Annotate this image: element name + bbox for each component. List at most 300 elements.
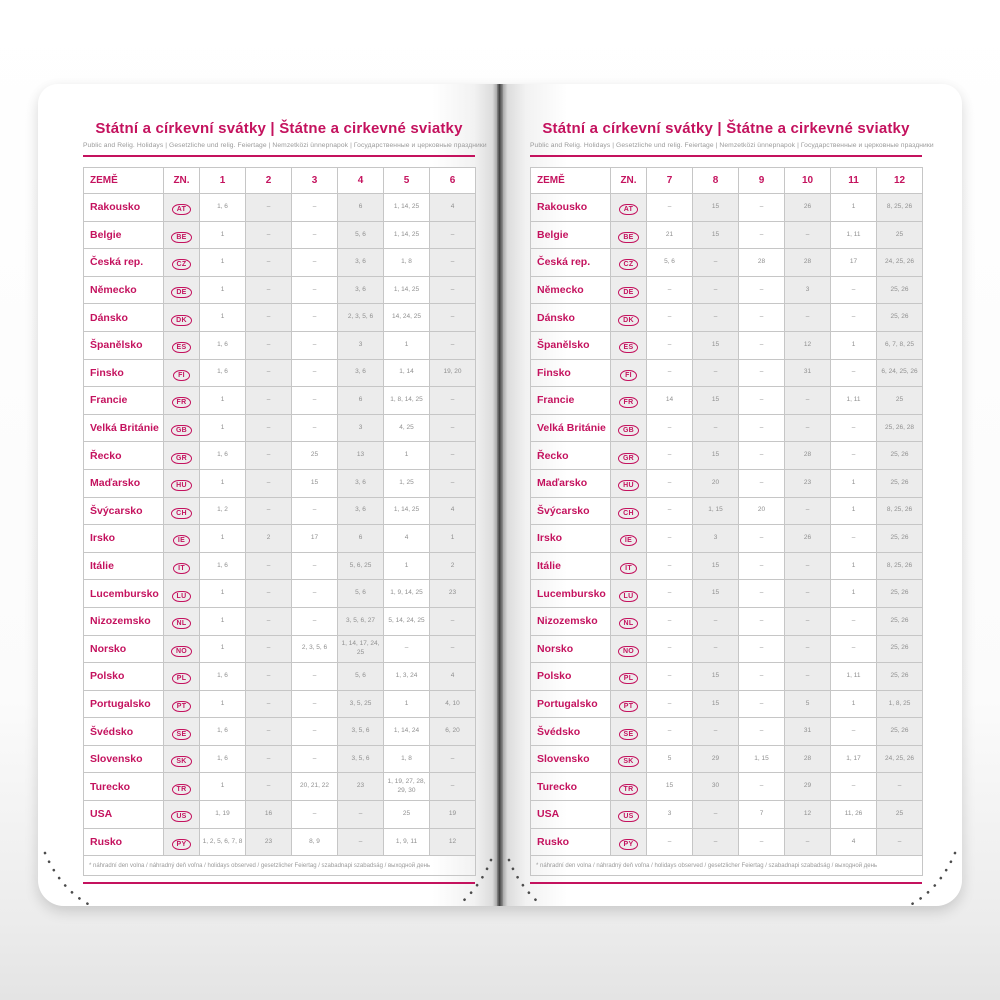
holiday-dates-cell: 1, 6 [200,359,246,387]
holiday-dates-cell: 4 [831,828,877,856]
country-code-badge: IE [173,535,190,546]
country-name: Rakousko [84,194,164,222]
holiday-dates-cell: – [831,773,877,801]
holiday-dates-cell: – [430,331,476,359]
table-row [531,828,923,856]
table-row [531,387,923,415]
country-code-cell [611,828,647,856]
country-name: Lucembursko [531,580,611,608]
table-row [84,663,476,691]
country-name: Řecko [84,442,164,470]
holiday-dates-cell: – [785,635,831,663]
holiday-dates-cell: – [693,828,739,856]
holiday-dates-cell: – [831,635,877,663]
country-code-cell [164,773,200,801]
table-row [84,304,476,332]
holiday-dates-cell: – [430,249,476,277]
col-header-country: ZEMĚ [84,168,164,194]
table-row [84,387,476,415]
country-code-badge: PY [172,839,192,850]
holiday-dates-cell: 5 [785,690,831,718]
holiday-dates-cell: 17 [831,249,877,277]
table-row [84,801,476,829]
holiday-dates-cell: 30 [693,773,739,801]
holiday-dates-cell: – [647,359,693,387]
page-subtitle: Public and Relig. Holidays | Gesetzliche und relig. Feiertage | Nemzetközi ünnepnapok | Государственные и церковные праздники [83,142,487,149]
holiday-dates-cell: 28 [785,745,831,773]
holiday-dates-cell: – [693,607,739,635]
page-subtitle: Public and Relig. Holidays | Gesetzliche und relig. Feiertage | Nemzetközi ünnepnapok | Государственные и церковные праздники [530,142,934,149]
country-code-cell [164,745,200,773]
holiday-dates-cell: 1 [384,690,430,718]
holiday-dates-cell: 25, 26 [877,469,923,497]
holiday-dates-cell: – [785,304,831,332]
holiday-dates-cell: – [647,635,693,663]
holiday-dates-cell: 1 [200,469,246,497]
country-code-cell [611,552,647,580]
holiday-dates-cell: 31 [785,718,831,746]
holiday-dates-cell: – [246,194,292,222]
holiday-dates-cell: 1, 14, 25 [384,497,430,525]
holiday-dates-cell: 31 [785,359,831,387]
holiday-dates-cell: – [877,773,923,801]
country-code-cell [164,442,200,470]
country-code-badge: US [171,811,191,822]
country-name: Norsko [531,635,611,663]
country-code-cell [611,525,647,553]
holiday-dates-cell: 1 [831,552,877,580]
country-code-badge: GR [618,453,639,464]
table-row [84,359,476,387]
country-name: Finsko [531,359,611,387]
table-row [84,828,476,856]
holiday-dates-cell: 26 [785,194,831,222]
holiday-dates-cell: 1 [200,221,246,249]
holiday-dates-cell: – [246,276,292,304]
holiday-dates-cell: 3 [338,331,384,359]
country-code-badge: PT [172,701,192,712]
holiday-dates-cell: 3, 6 [338,249,384,277]
country-name: Portugalsko [84,690,164,718]
country-code-cell [611,387,647,415]
book-spread [38,84,962,906]
holiday-dates-cell: – [647,442,693,470]
country-code-cell [164,469,200,497]
holiday-dates-cell: 1 [200,607,246,635]
holiday-dates-cell: – [739,194,785,222]
holiday-dates-cell: 19, 20 [430,359,476,387]
country-name: Španělsko [84,331,164,359]
holiday-dates-cell: 5, 14, 24, 25 [384,607,430,635]
holiday-dates-cell: 2, 3, 5, 6 [338,304,384,332]
holiday-dates-cell: – [739,690,785,718]
country-name: Španělsko [531,331,611,359]
holidays-table-months-7-12 [530,167,923,876]
country-code-badge: FI [173,370,190,381]
holiday-dates-cell: 1, 25 [384,469,430,497]
holiday-dates-cell: 1, 14 [384,359,430,387]
holiday-dates-cell: 8, 25, 26 [877,552,923,580]
col-header-month: 2 [246,168,292,194]
country-code-badge: IT [620,563,637,574]
holiday-dates-cell: 1 [200,304,246,332]
holiday-dates-cell: – [739,276,785,304]
holiday-dates-cell: – [430,276,476,304]
country-name: Česká rep. [531,249,611,277]
country-code-cell [164,828,200,856]
holiday-dates-cell: 23 [246,828,292,856]
table-row [531,580,923,608]
holiday-dates-cell: 25, 26 [877,276,923,304]
holiday-dates-cell: – [292,194,338,222]
holiday-dates-cell: – [246,663,292,691]
holiday-dates-cell: – [647,718,693,746]
col-header-month: 11 [831,168,877,194]
holiday-dates-cell: – [785,552,831,580]
holiday-dates-cell: 6, 7, 8, 25 [877,331,923,359]
holiday-dates-cell: 15 [693,580,739,608]
holiday-dates-cell: – [785,221,831,249]
country-code-badge: DE [171,287,191,298]
holiday-dates-cell: – [292,249,338,277]
holiday-dates-cell: – [246,552,292,580]
country-name: Lucembursko [84,580,164,608]
country-code-cell [164,359,200,387]
country-name: Dánsko [84,304,164,332]
country-code-cell [611,745,647,773]
table-row [531,690,923,718]
country-code-cell [164,663,200,691]
holiday-dates-cell: 1, 14, 17, 24, 25 [338,635,384,663]
country-code-badge: AT [172,204,191,215]
holiday-dates-cell: 1, 6 [200,718,246,746]
country-name: Turecko [531,773,611,801]
holiday-dates-cell: 24, 25, 26 [877,249,923,277]
country-code-badge: SE [619,729,639,740]
top-rule [530,155,922,157]
holiday-dates-cell: 16 [246,801,292,829]
col-header-month: 7 [647,168,693,194]
holiday-dates-cell: 12 [430,828,476,856]
table-row [531,304,923,332]
country-name: Řecko [531,442,611,470]
holiday-dates-cell: 4 [430,663,476,691]
holiday-dates-cell: 3, 5, 25 [338,690,384,718]
col-header-month: 9 [739,168,785,194]
holiday-dates-cell: 1 [200,414,246,442]
holiday-dates-cell: 25, 26 [877,635,923,663]
holiday-dates-cell: 25, 26, 28 [877,414,923,442]
holiday-dates-cell: – [246,635,292,663]
holiday-dates-cell: 1, 8 [384,249,430,277]
holiday-dates-cell: 1, 6 [200,331,246,359]
holiday-dates-cell: 1, 9, 14, 25 [384,580,430,608]
country-code-cell [164,497,200,525]
holiday-dates-cell: – [430,469,476,497]
holiday-dates-cell: – [739,525,785,553]
holiday-dates-cell: 1 [384,442,430,470]
holiday-dates-cell: 25, 26 [877,607,923,635]
holiday-dates-cell: 25, 26 [877,718,923,746]
page-title: Státní a církevní svátky | Štátne a cirkevné sviatky [95,120,463,137]
holiday-dates-cell: 1 [831,690,877,718]
country-code-badge: SK [618,756,638,767]
country-name: Švýcarsko [531,497,611,525]
holiday-dates-cell: – [246,359,292,387]
holiday-dates-cell: 1, 17 [831,745,877,773]
bottom-rule [530,882,922,884]
table-row [84,580,476,608]
holiday-dates-cell: – [831,525,877,553]
holiday-dates-cell: 12 [785,331,831,359]
holiday-dates-cell: 3, 5, 6 [338,718,384,746]
table-row [531,331,923,359]
country-code-badge: GR [171,453,192,464]
footnote-text: * náhradní den volna / náhradný deň voľna / holidays observed / gesetzlicher Feiertag / szabadnapi szabadság / выходной день [84,856,476,876]
holiday-dates-cell: – [246,497,292,525]
footnote-row [84,856,476,876]
table-row [531,773,923,801]
table-row [84,194,476,222]
country-code-badge: NO [618,646,639,657]
holiday-dates-cell: 2 [246,525,292,553]
country-code-badge: CZ [172,259,192,270]
country-code-cell [164,690,200,718]
holiday-dates-cell: 7 [739,801,785,829]
holiday-dates-cell: 1, 19 [200,801,246,829]
country-code-cell [164,580,200,608]
holiday-dates-cell: 15 [647,773,693,801]
country-name: Maďarsko [531,469,611,497]
holiday-dates-cell: – [693,718,739,746]
holiday-dates-cell: 5, 6 [647,249,693,277]
country-code-cell [164,635,200,663]
holiday-dates-cell: 4 [430,194,476,222]
holiday-dates-cell: – [785,580,831,608]
holiday-dates-cell: 1 [384,331,430,359]
holiday-dates-cell: 1 [200,690,246,718]
holiday-dates-cell: 14, 24, 25 [384,304,430,332]
country-code-badge: PL [619,673,639,684]
holiday-dates-cell: 6, 20 [430,718,476,746]
holiday-dates-cell: – [739,663,785,691]
holiday-dates-cell: 5 [647,745,693,773]
holiday-dates-cell: – [739,773,785,801]
col-header-month: 3 [292,168,338,194]
holiday-dates-cell: 3, 6 [338,276,384,304]
holiday-dates-cell: 28 [785,442,831,470]
country-code-cell [611,718,647,746]
table-row [531,249,923,277]
holiday-dates-cell: 3 [338,414,384,442]
country-name: Švédsko [531,718,611,746]
country-name: Velká Británie [84,414,164,442]
holiday-dates-cell: – [246,249,292,277]
country-code-badge: PL [172,673,192,684]
holiday-dates-cell: 1, 15 [739,745,785,773]
country-name: USA [531,801,611,829]
table-row [531,414,923,442]
country-name: Francie [531,387,611,415]
holiday-dates-cell: 28 [739,249,785,277]
country-code-cell [164,414,200,442]
holiday-dates-cell: 15 [693,387,739,415]
holiday-dates-cell: 3 [693,525,739,553]
holiday-dates-cell: 29 [693,745,739,773]
holiday-dates-cell: 1 [200,525,246,553]
holiday-dates-cell: – [831,718,877,746]
country-code-cell [611,331,647,359]
holiday-dates-cell: 1 [831,194,877,222]
holiday-dates-cell: 1, 3, 24 [384,663,430,691]
holiday-dates-cell: 1 [200,387,246,415]
holiday-dates-cell: 1, 8, 25 [877,690,923,718]
country-code-badge: ES [172,342,192,353]
holiday-dates-cell: – [292,663,338,691]
table-row [84,607,476,635]
holiday-dates-cell: 25 [292,442,338,470]
country-code-cell [611,497,647,525]
holiday-dates-cell: – [693,359,739,387]
holiday-dates-cell: 8, 9 [292,828,338,856]
country-code-cell [164,331,200,359]
holiday-dates-cell: – [430,607,476,635]
country-code-badge: HU [171,480,192,491]
country-code-badge: SE [172,729,192,740]
holiday-dates-cell: – [647,469,693,497]
country-code-cell [164,607,200,635]
holiday-dates-cell: 1 [384,552,430,580]
country-code-cell [164,801,200,829]
holidays-table-months-1-6 [83,167,476,876]
holiday-dates-cell: 8, 25, 26 [877,194,923,222]
holiday-dates-cell: – [246,745,292,773]
holiday-dates-cell: 15 [693,331,739,359]
holiday-dates-cell: – [292,718,338,746]
holiday-dates-cell: – [739,221,785,249]
holiday-dates-cell: – [246,580,292,608]
holiday-dates-cell: – [246,773,292,801]
country-name: Portugalsko [531,690,611,718]
holiday-dates-cell: 4, 25 [384,414,430,442]
table-row [84,552,476,580]
country-code-cell [611,194,647,222]
country-name: Belgie [531,221,611,249]
holiday-dates-cell: – [292,607,338,635]
country-code-badge: BE [618,232,638,243]
holiday-dates-cell: – [739,442,785,470]
holiday-dates-cell: – [831,359,877,387]
holiday-dates-cell: – [292,221,338,249]
holiday-dates-cell: 20 [693,469,739,497]
country-code-badge: NL [619,618,639,629]
holiday-dates-cell: – [693,249,739,277]
col-header-month: 6 [430,168,476,194]
holiday-dates-cell: – [739,828,785,856]
holiday-dates-cell: – [430,745,476,773]
table-row [531,663,923,691]
country-name: Nizozemsko [84,607,164,635]
col-header-month: 1 [200,168,246,194]
holiday-dates-cell: – [338,828,384,856]
holiday-dates-cell: – [647,690,693,718]
table-row [84,635,476,663]
holiday-dates-cell: – [831,276,877,304]
country-code-cell [611,221,647,249]
country-code-cell [164,249,200,277]
country-code-cell [164,276,200,304]
country-code-badge: GB [171,425,192,436]
holiday-dates-cell: 19 [430,801,476,829]
country-code-cell [611,359,647,387]
table-row [84,442,476,470]
page-title: Státní a církevní svátky | Štátne a cirkevné sviatky [542,120,910,137]
country-name: Rusko [84,828,164,856]
holiday-dates-cell: 25, 26 [877,525,923,553]
country-code-cell [611,801,647,829]
holiday-dates-cell: – [246,221,292,249]
holiday-dates-cell: 6 [338,525,384,553]
holiday-dates-cell: 26 [785,525,831,553]
holiday-dates-cell: 25, 26 [877,580,923,608]
holiday-dates-cell: 11, 26 [831,801,877,829]
holiday-dates-cell: 23 [785,469,831,497]
country-code-badge: CZ [619,259,639,270]
holiday-dates-cell: – [246,304,292,332]
holiday-dates-cell: 1, 11 [831,663,877,691]
holiday-dates-cell: 15 [693,690,739,718]
holiday-dates-cell: – [739,580,785,608]
holiday-dates-cell: 25 [384,801,430,829]
country-name: Česká rep. [84,249,164,277]
holiday-dates-cell: 20, 21, 22 [292,773,338,801]
holiday-dates-cell: – [292,801,338,829]
country-code-badge: CH [171,508,192,519]
holiday-dates-cell: 1, 6 [200,663,246,691]
table-row [84,497,476,525]
table-row [84,221,476,249]
page-left [38,84,497,906]
holiday-dates-cell: – [292,331,338,359]
holiday-dates-cell: 15 [292,469,338,497]
holiday-dates-cell: – [246,690,292,718]
country-name: Irsko [84,525,164,553]
holiday-dates-cell: 1 [831,469,877,497]
country-code-cell [611,663,647,691]
holiday-dates-cell: 1 [831,580,877,608]
country-code-badge: FI [620,370,637,381]
holiday-dates-cell: – [430,635,476,663]
holiday-dates-cell: – [877,828,923,856]
country-code-cell [611,304,647,332]
holiday-dates-cell: – [693,276,739,304]
holiday-dates-cell: 1 [200,580,246,608]
table-row [531,359,923,387]
holiday-dates-cell: – [292,276,338,304]
table-row [84,276,476,304]
holiday-dates-cell: 28 [785,249,831,277]
holiday-dates-cell: – [785,607,831,635]
holiday-dates-cell: – [739,414,785,442]
country-name: Belgie [84,221,164,249]
country-name: Turecko [84,773,164,801]
holiday-dates-cell: 4, 10 [430,690,476,718]
table-row [531,194,923,222]
holiday-dates-cell: 23 [338,773,384,801]
country-name: Francie [84,387,164,415]
holiday-dates-cell: – [739,304,785,332]
table-row [531,801,923,829]
